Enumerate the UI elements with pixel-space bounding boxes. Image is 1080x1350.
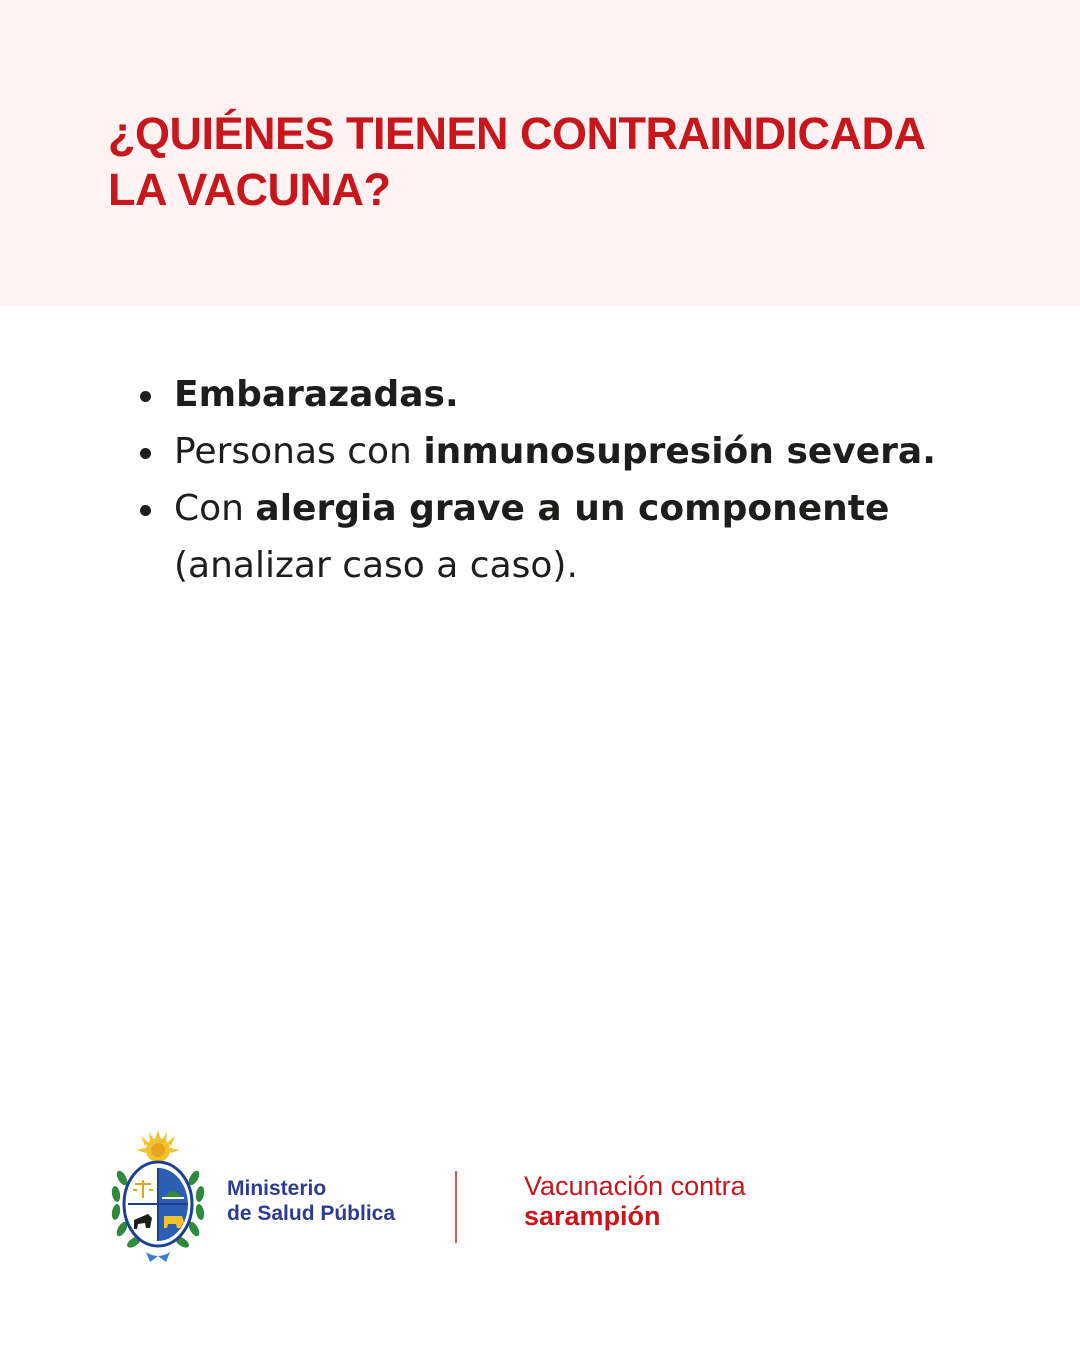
campaign-label <box>524 1171 746 1231</box>
item-text: Personas con <box>174 431 424 472</box>
item-bold-text: inmunosupresión severa. <box>423 431 936 472</box>
contraindications-list <box>140 366 1000 594</box>
list-item <box>140 423 1000 480</box>
ministry-line-1: Ministerio <box>227 1177 327 1200</box>
list-item <box>140 366 1000 423</box>
bullet-icon <box>140 391 151 402</box>
campaign-line-2: sarampión <box>524 1201 661 1231</box>
campaign-line-1: Vacunación contra <box>524 1171 746 1201</box>
list-item <box>140 480 1000 594</box>
title-line-2: LA VACUNA? <box>108 164 391 215</box>
item-bold-text: alergia grave a un componente <box>255 488 890 529</box>
page-title <box>108 106 1008 218</box>
item-bold-text: Embarazadas. <box>174 374 459 415</box>
ministry-name <box>227 1176 395 1226</box>
header-banner <box>0 0 1080 306</box>
ministry-line-2: de Salud Pública <box>227 1202 396 1225</box>
item-text: Con <box>174 488 256 529</box>
bullet-icon <box>140 505 151 516</box>
footer-divider <box>455 1171 457 1243</box>
item-note: (analizar caso a caso). <box>174 545 578 586</box>
title-line-1: ¿QUIÉNES TIENEN CONTRAINDICADA <box>108 108 926 159</box>
bullet-icon <box>140 448 151 459</box>
uruguay-coat-of-arms-icon <box>108 1128 212 1266</box>
